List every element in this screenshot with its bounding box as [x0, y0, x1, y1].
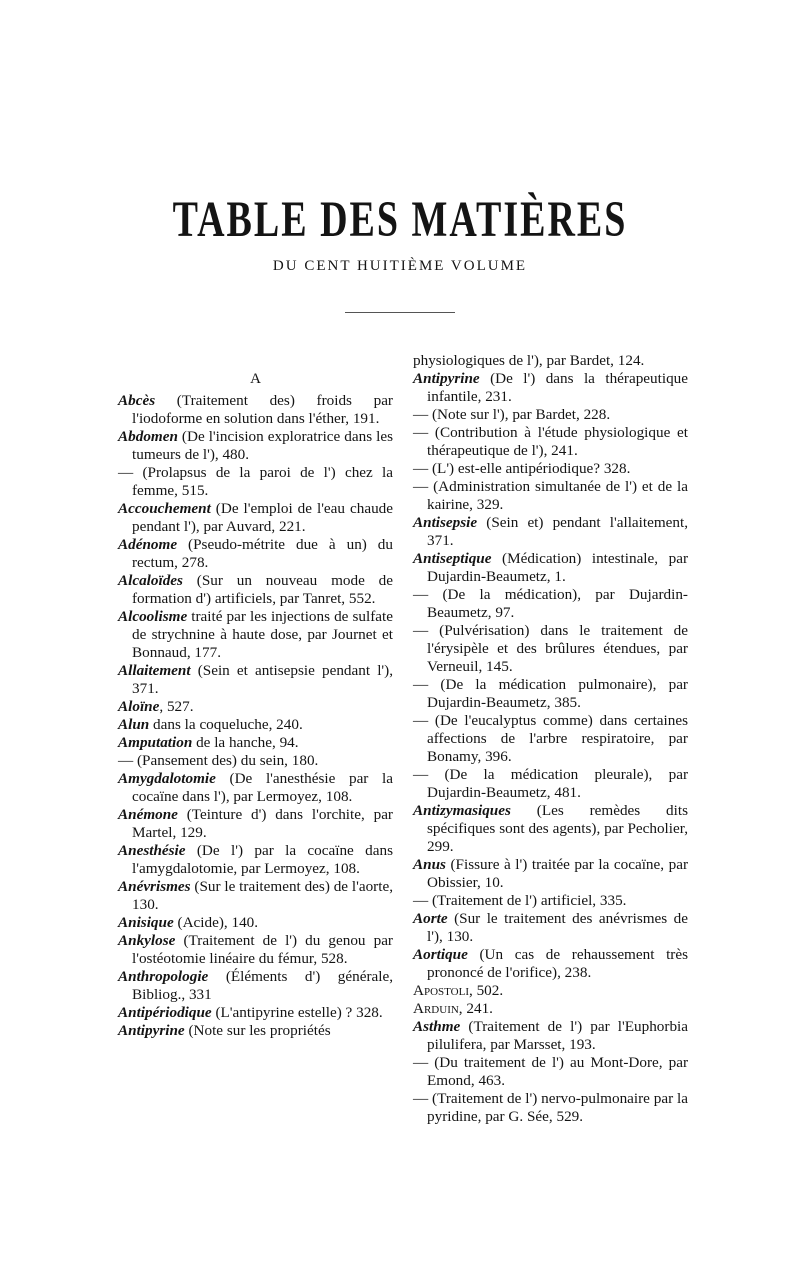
index-term: Alcaloïdes	[118, 572, 183, 589]
index-text: — (Pansement des) du sein, 180.	[118, 752, 319, 769]
index-entry	[413, 478, 688, 514]
index-text: — (Prolapsus de la paroi de l') chez la femme, 515.	[118, 464, 393, 499]
index-entry	[413, 676, 688, 712]
index-text: (Les remèdes dits spécifiques sont des agents), par Pecholier, 299.	[427, 802, 688, 855]
index-text: — (L') est-elle antipériodique? 328.	[413, 460, 631, 477]
index-text: (L'antipyrine estelle) ? 328.	[211, 1004, 383, 1021]
index-text: Arduin, 241.	[413, 1000, 493, 1017]
index-entry	[413, 352, 688, 370]
index-text: traité par les injections de sulfate de strychnine à haute dose, par Journet et Bonnaud, 177.	[132, 608, 393, 661]
index-text: — (Administration simultanée de l') et de la kairine, 329.	[413, 478, 688, 513]
index-term: Anisique	[118, 914, 174, 931]
index-term: Anesthésie	[118, 842, 186, 859]
index-text: dans la coqueluche, 240.	[149, 716, 303, 733]
index-text: — (De la médication), par Dujardin-Beaumetz, 97.	[413, 586, 688, 621]
index-entry	[413, 622, 688, 676]
index-text: de la hanche, 94.	[192, 734, 299, 751]
index-entry	[413, 1000, 688, 1018]
index-text: (De l') par la cocaïne dans l'amygdalotomie, par Lermoyez, 108.	[132, 842, 393, 877]
index-entry	[118, 842, 393, 878]
index-term: Accouchement	[118, 500, 211, 517]
index-entry	[118, 572, 393, 608]
index-entry	[118, 662, 393, 698]
index-term: Amputation	[118, 734, 193, 751]
index-entry	[118, 752, 393, 770]
index-entry	[413, 1054, 688, 1090]
index-term: Aorte	[413, 910, 448, 927]
index-text: (De l') dans la thérapeutique infantile, 231.	[427, 370, 688, 405]
index-term: Antiseptique	[413, 550, 492, 567]
title-divider	[345, 312, 455, 313]
index-entry	[118, 1022, 393, 1040]
index-entry	[118, 716, 393, 734]
index-entry	[413, 892, 688, 910]
index-term: Anémone	[118, 806, 178, 823]
index-text: — (De l'eucalyptus comme) dans certaines affections de l'arbre respiratoire, par Bonamy, 396.	[413, 712, 688, 765]
index-text: (Teinture d') dans l'orchite, par Martel, 129.	[132, 806, 393, 841]
index-text: (Sein et antisepsie pendant l'), 371.	[132, 662, 393, 697]
index-text: (Traitement de l') par l'Euphorbia pilulifera, par Marsset, 193.	[427, 1018, 688, 1053]
index-text: — (Traitement de l') artificiel, 335.	[413, 892, 627, 909]
index-entry	[413, 982, 688, 1000]
index-entry	[413, 550, 688, 586]
index-term: Aloïne	[118, 698, 160, 715]
index-text: — (Traitement de l') nervo-pulmonaire par la pyridine, par G. Sée, 529.	[413, 1090, 688, 1125]
index-text: (Sein et) pendant l'allaitement, 371.	[427, 514, 688, 549]
index-entry	[118, 806, 393, 842]
index-text: (De l'incision exploratrice dans les tumeurs de l'), 480.	[132, 428, 393, 463]
index-term: Anévrismes	[118, 878, 191, 895]
index-entry	[413, 424, 688, 460]
index-term: Amygdalotomie	[118, 770, 216, 787]
section-letter: A	[250, 371, 261, 387]
index-entry	[413, 370, 688, 406]
index-text: (De l'anesthésie par la cocaïne dans l'), par Lermoyez, 108.	[132, 770, 393, 805]
index-text: (Traitement des) froids par l'iodoforme en solution dans l'éther, 191.	[132, 392, 393, 427]
index-entry	[413, 586, 688, 622]
index-entry	[118, 932, 393, 968]
index-entry	[413, 910, 688, 946]
index-entry	[118, 968, 393, 1004]
index-term: Allaitement	[118, 662, 191, 679]
index-term: Alun	[118, 716, 150, 733]
index-text: (Fissure à l') traitée par la cocaïne, par Obissier, 10.	[427, 856, 688, 891]
index-entry	[413, 1090, 688, 1126]
index-entry	[118, 392, 393, 428]
index-entry	[118, 536, 393, 572]
index-term: Antisepsie	[413, 514, 478, 531]
index-entry	[413, 766, 688, 802]
index-text: — (Pulvérisation) dans le traitement de l'érysipèle et des brûlures étendues, par Verneuil, 145.	[413, 622, 688, 675]
index-text: (Traitement de l') du genou par l'ostéotomie linéaire du fémur, 528.	[132, 932, 393, 967]
index-text: (Sur le traitement des) de l'aorte, 130.	[132, 878, 393, 913]
index-entry	[413, 1018, 688, 1054]
index-term: Aortique	[413, 946, 468, 963]
index-text: (Sur un nouveau mode de formation d') artificiels, par Tanret, 552.	[132, 572, 393, 607]
index-column-right	[413, 352, 688, 1126]
index-entry	[118, 914, 393, 932]
index-term: Antipyrine	[118, 1022, 185, 1039]
index-term: Antizymasiques	[413, 802, 511, 819]
index-text: (De l'emploi de l'eau chaude pendant l'), par Auvard, 221.	[132, 500, 393, 535]
index-entry	[118, 770, 393, 806]
index-term: Adénome	[118, 536, 178, 553]
index-entry	[413, 712, 688, 766]
index-entry	[413, 514, 688, 550]
index-text: , 527.	[159, 698, 194, 715]
index-text: (Sur le traitement des anévrismes de l'), 130.	[427, 910, 688, 945]
index-term: Antipyrine	[413, 370, 480, 387]
index-term: Ankylose	[118, 932, 176, 949]
index-column-left	[118, 368, 393, 1040]
index-entry	[118, 698, 393, 716]
index-term: Antipériodique	[118, 1004, 212, 1021]
index-text: — (De la médication pulmonaire), par Dujardin-Beaumetz, 385.	[413, 676, 688, 711]
index-text: (Éléments d') générale, Bibliog., 331	[132, 968, 393, 1003]
index-text: physiologiques de l'), par Bardet, 124.	[413, 352, 645, 369]
index-entry	[413, 460, 688, 478]
index-entry	[118, 500, 393, 536]
index-entry	[118, 1004, 393, 1022]
index-text: (Acide), 140.	[173, 914, 259, 931]
index-entry	[413, 946, 688, 982]
index-text: — (Note sur l'), par Bardet, 228.	[413, 406, 611, 423]
page-subtitle: DU CENT HUITIÈME VOLUME	[272, 258, 528, 274]
index-text: — (De la médication pleurale), par Dujardin-Beaumetz, 481.	[413, 766, 688, 801]
index-entry	[118, 878, 393, 914]
index-entry	[118, 734, 393, 752]
index-text: (Pseudo-métrite due à un) du rectum, 278.	[132, 536, 393, 571]
index-term: Abcès	[118, 392, 156, 409]
index-entry	[413, 802, 688, 856]
index-term: Anus	[413, 856, 446, 873]
index-text: (Un cas de rehaussement très prononcé de l'orifice), 238.	[427, 946, 688, 981]
index-entry	[118, 464, 393, 500]
index-term: Alcoolisme	[118, 608, 188, 625]
index-term: Abdomen	[118, 428, 178, 445]
index-text: — (Contribution à l'étude physiologique et thérapeutique de l'), 241.	[413, 424, 688, 459]
page-title: TABLE DES MATIÈRES	[172, 191, 628, 249]
index-entry	[118, 608, 393, 662]
index-entry	[413, 856, 688, 892]
index-entry	[413, 406, 688, 424]
index-entry	[118, 428, 393, 464]
index-term: Anthropologie	[118, 968, 209, 985]
index-text: — (Du traitement de l') au Mont-Dore, par Emond, 463.	[413, 1054, 688, 1089]
index-text: (Note sur les propriétés	[184, 1022, 331, 1039]
index-text: Apostoli, 502.	[413, 982, 504, 999]
index-term: Asthme	[413, 1018, 461, 1035]
index-text: (Médication) intestinale, par Dujardin-Beaumetz, 1.	[427, 550, 688, 585]
